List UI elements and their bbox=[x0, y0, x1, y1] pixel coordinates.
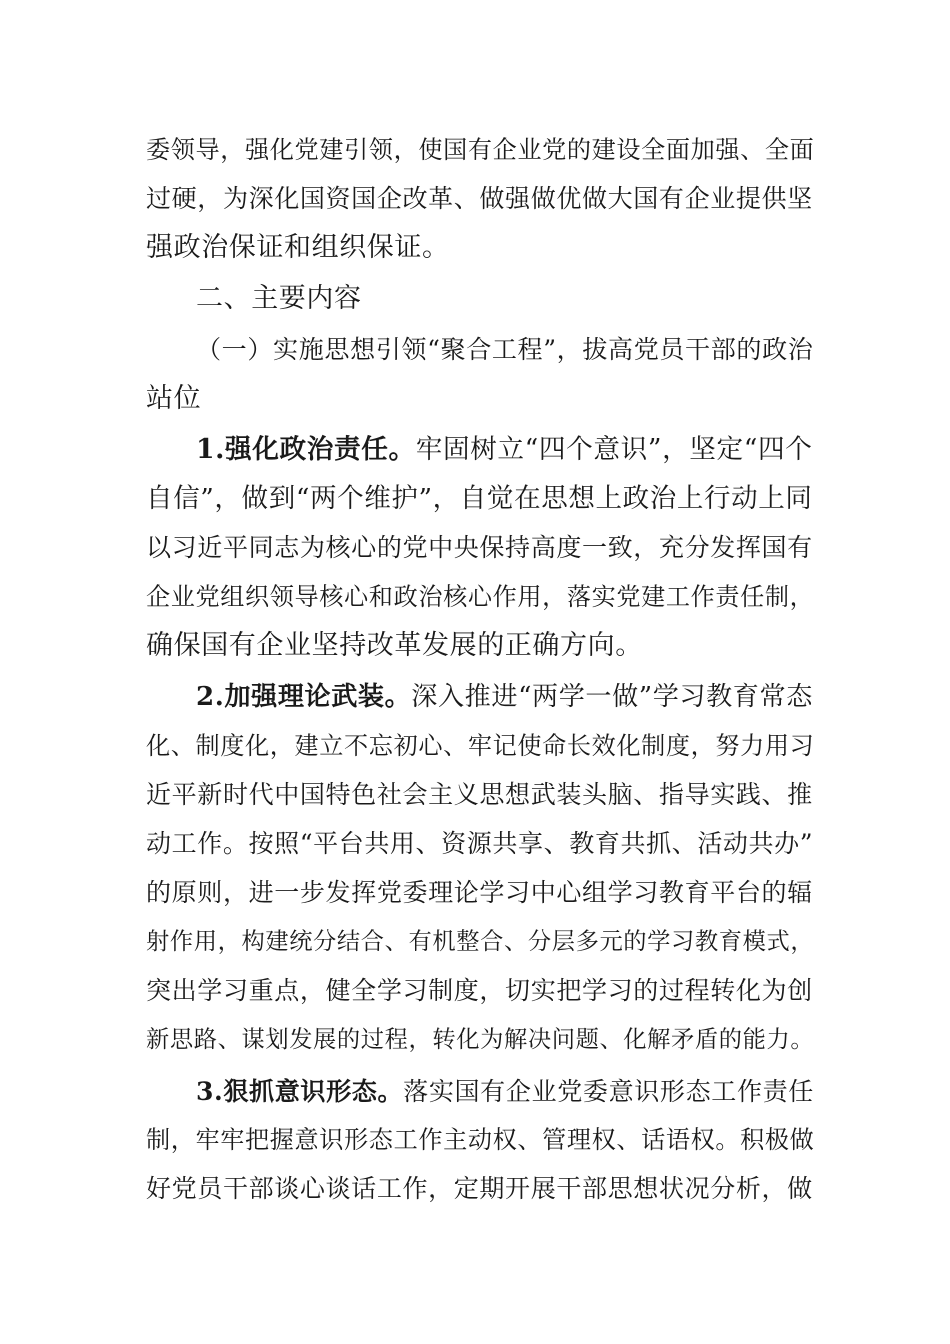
line-text: 委领导，强化党建引领，使国有企业党的建设全面加强、全面 bbox=[146, 136, 815, 164]
line-text: 深入推进“两学一做”学习教育常态 bbox=[411, 682, 813, 712]
line-text: 射作用，构建统分结合、有机整合、分层多元的学习教育模式， bbox=[146, 928, 815, 955]
line-text: 新思路、谋划发展的过程，转化为解决问题、化解矛盾的能力。 bbox=[146, 1026, 815, 1053]
line-text: 牢固树立“四个意识”，坚定“四个 bbox=[415, 434, 813, 465]
paragraph-line bbox=[146, 627, 816, 665]
paragraph-line bbox=[146, 1170, 816, 1208]
line-text: 企业党组织领导核心和政治核心作用，落实党建工作责任制， bbox=[146, 583, 815, 611]
paragraph-line bbox=[196, 678, 816, 716]
item-lead: 2.加强理论武装。 bbox=[196, 681, 412, 712]
line-text: 制，牢牢把握意识形态工作主动权、管理权、话语权。积极做 bbox=[146, 1126, 815, 1154]
line-text: 强政治保证和组织保证。 bbox=[146, 232, 450, 263]
paragraph-line bbox=[196, 431, 816, 469]
line-text: 动工作。按照“平台共用、资源共享、教育共抓、活动共办” bbox=[146, 829, 814, 858]
item-lead: 1.强化政治责任。 bbox=[196, 434, 416, 465]
line-text: 的原则，进一步发挥党委理论学习中心组学习教育平台的辐 bbox=[146, 878, 813, 907]
paragraph-line bbox=[146, 776, 816, 814]
line-text: 自信”，做到“两个维护”，自觉在思想上政治上行动上同 bbox=[146, 483, 813, 514]
line-text: 好党员干部谈心谈话工作，定期开展干部思想状况分析，做 bbox=[146, 1174, 813, 1203]
line-text: 过硬，为深化国资国企改革、做强做优做大国有企业提供坚 bbox=[146, 184, 813, 213]
line-text: 以习近平同志为核心的党中央保持高度一致，充分发挥国有 bbox=[146, 533, 813, 562]
paragraph-line bbox=[146, 131, 816, 169]
paragraph-line bbox=[146, 874, 816, 912]
paragraph-line bbox=[146, 825, 816, 863]
paragraph-line bbox=[146, 923, 816, 961]
line-text: 落实国有企业党委意识形态工作责任 bbox=[403, 1077, 814, 1106]
paragraph-line bbox=[146, 229, 816, 267]
heading-text: 二、主要内容 bbox=[196, 283, 362, 314]
paragraph-line bbox=[146, 972, 816, 1010]
paragraph-line bbox=[146, 727, 816, 765]
line-text: 近平新时代中国特色社会主义思想武装头脑、指导实践、推 bbox=[146, 780, 813, 809]
paragraph-line bbox=[196, 1072, 816, 1110]
paragraph-line bbox=[146, 180, 816, 218]
heading-text: 站位 bbox=[146, 383, 202, 414]
paragraph-line bbox=[146, 529, 816, 567]
section-heading bbox=[196, 280, 816, 318]
subsection-heading bbox=[196, 331, 816, 369]
heading-text: （一）实施思想引领“聚合工程”，拔高党员干部的政治 bbox=[196, 335, 814, 364]
line-text: 突出学习重点，健全学习制度，切实把学习的过程转化为创 bbox=[146, 976, 813, 1005]
line-text: 化、制度化，建立不忘初心、牢记使命长效化制度，努力用习 bbox=[146, 732, 815, 760]
subsection-heading-continued bbox=[146, 380, 816, 418]
paragraph-line bbox=[146, 1121, 816, 1159]
item-lead: 3.狠抓意识形态。 bbox=[196, 1076, 404, 1106]
paragraph-line bbox=[146, 578, 816, 616]
paragraph-line bbox=[146, 1021, 816, 1059]
paragraph-line bbox=[146, 480, 816, 518]
line-text: 确保国有企业坚持改革发展的正确方向。 bbox=[146, 630, 643, 661]
